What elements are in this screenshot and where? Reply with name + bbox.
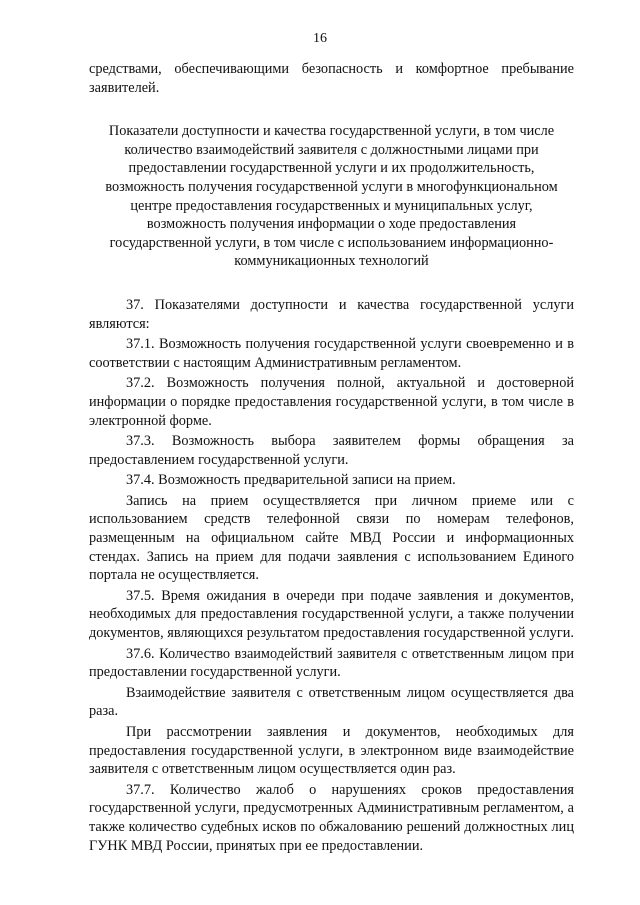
paragraph-37: 37. Показателями доступности и качества государственной услуги являются: [89,296,574,332]
section-heading: Показатели доступности и качества государственной услуги, в том числе количество взаимодействий заявителя с должностными лицами при предоставлении государственной услуги и их продолжительность, возможность получения государственной услуги в многофункциональном центре предоставления государственных и муниципальных услуг, возможность получения информации о ходе предоставления государственной услуги, в том числе с использованием информационно-коммуникационных технологий [105,123,558,270]
paragraph-appointment: Запись на прием осуществляется при личном приеме или с использованием средств телефонной связи по номерам телефонов, размещенным на официальном сайте МВД России и информационных стендах. Запись на прием для подачи заявления с использованием Единого портала не осуществляется. [89,492,574,584]
paragraph-interaction-count: Взаимодействие заявителя с ответственным лицом осуществляется два раза. [89,684,574,720]
document-body [89,60,574,855]
paragraph-37-5: 37.5. Время ожидания в очереди при подаче заявления и документов, необходимых для предоставления государственной услуги, а также получении документов, являющихся результатом предоставления государственной услуги. [89,587,574,642]
paragraph-37-6: 37.6. Количество взаимодействий заявителя с ответственным лицом при предоставлении государственной услуги. [89,645,574,681]
paragraph-37-4: 37.4. Возможность предварительной записи на прием. [126,472,456,489]
paragraph-37-1: 37.1. Возможность получения государственной услуги своевременно и в соответствии с настоящим Административным регламентом. [89,336,574,371]
paragraph-37-2: 37.2. Возможность получения полной, актуальной и достоверной информации о порядке предоставления государственной услуги, в том числе в электронной форме. [89,375,574,429]
continuation-paragraph: средствами, обеспечивающими безопасность и комфортное пребывание заявителей. [89,61,574,96]
page-number: 16 [313,31,327,46]
paragraph-electronic: При рассмотрении заявления и документов, необходимых для предоставления государственной услуги, в электронном виде взаимодействие заявителя с ответственным лицом осуществляется один раз. [89,724,574,778]
paragraph-37-3: 37.3. Возможность выбора заявителем формы обращения за предоставлением государственной услуги. [89,433,574,468]
paragraph-37-7: 37.7. Количество жалоб о нарушениях сроков предоставления государственной услуги, предусмотренных Административным регламентом, а также количество судебных исков по обжалованию решений должностных лиц ГУНК МВД России, принятых при ее предоставлении. [89,781,574,854]
